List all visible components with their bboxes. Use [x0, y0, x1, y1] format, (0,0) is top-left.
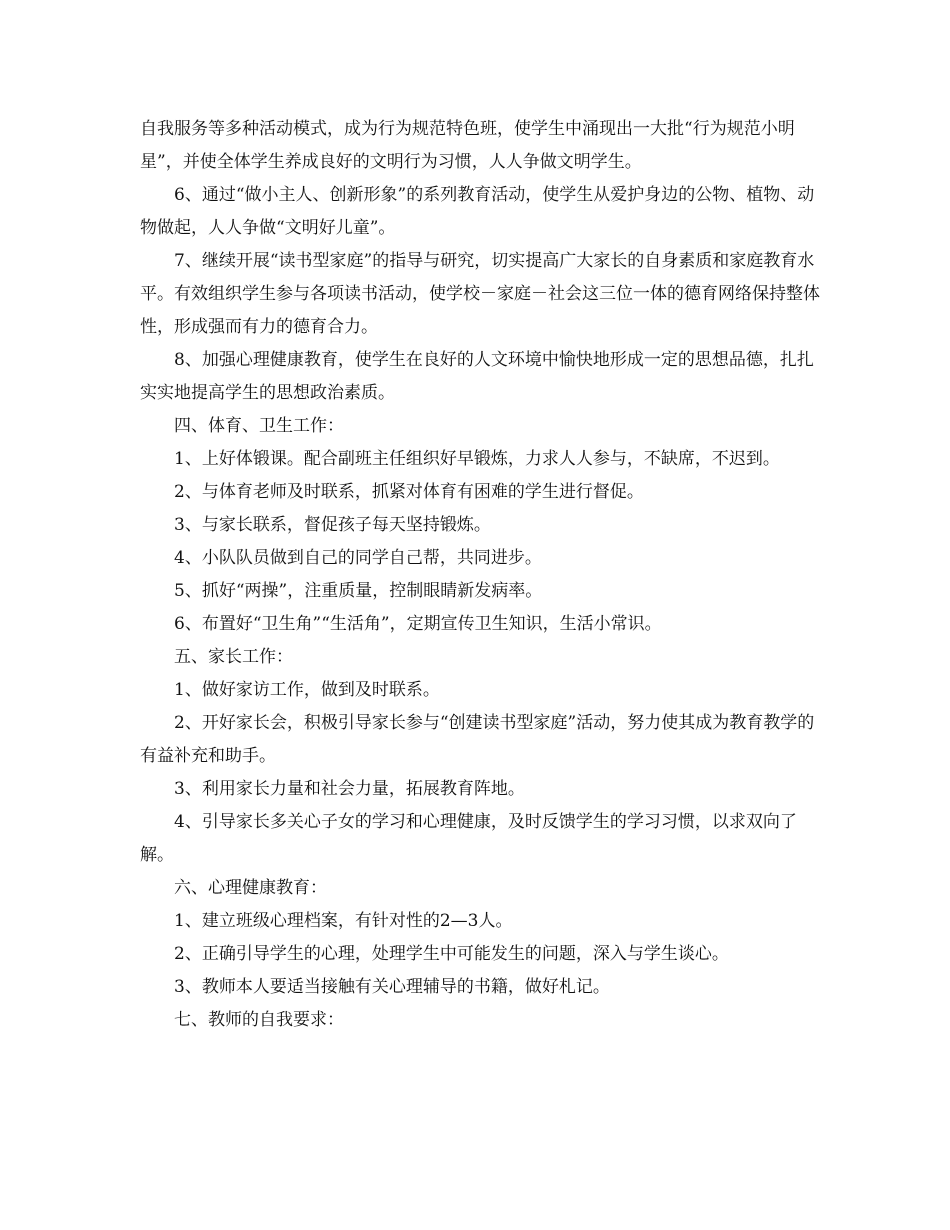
paragraph-8: 3、与家长联系，督促孩子每天坚持锻炼。 — [174, 515, 491, 535]
paragraph-13: 1、做好家访工作，做到及时联系。 — [174, 680, 440, 700]
paragraph-1: 自我服务等多种活动模式，成为行为规范特色班，使学生中涌现出一大批“行为规范小明星”，并使全体学生养成良好的文明行为习惯，人人争做文明学生。 — [140, 119, 795, 172]
section-heading-teacher-requirements: 七、教师的自我要求： — [174, 1010, 344, 1030]
paragraph-2: 6、通过“做小主人、创新形象”的系列教育活动，使学生从爱护身边的公物、植物、动物做起，人人争做“文明好儿童”。 — [140, 185, 815, 238]
paragraph-19: 2、正确引导学生的心理，处理学生中可能发生的问题，深入与学生谈心。 — [174, 944, 729, 964]
section-heading-parent-work: 五、家长工作： — [174, 647, 293, 667]
document-body — [140, 113, 830, 1037]
paragraph-15: 3、利用家长力量和社会力量，拓展教育阵地。 — [174, 779, 525, 799]
paragraph-9: 4、小队队员做到自己的同学自己帮，共同进步。 — [174, 548, 542, 568]
paragraph-16: 4、引导家长多关心子女的学习和心理健康，及时反馈学生的学习习惯，以求双向了解。 — [140, 812, 797, 865]
paragraph-6: 1、上好体锻课。配合副班主任组织好早锻炼，力求人人参与，不缺席，不迟到。 — [174, 449, 780, 469]
section-heading-mental-health: 六、心理健康教育： — [174, 878, 327, 898]
section-heading-sports-health: 四、体育、卫生工作： — [174, 416, 344, 436]
paragraph-11: 6、布置好“卫生角”“生活角”，定期宣传卫生知识，生活小常识。 — [174, 614, 662, 634]
paragraph-7: 2、与体育老师及时联系，抓紧对体育有困难的学生进行督促。 — [174, 482, 644, 502]
paragraph-10: 5、抓好“两操”，注重质量，控制眼睛新发病率。 — [174, 581, 543, 601]
paragraph-3: 7、继续开展“读书型家庭”的指导与研究，切实提高广大家长的自身素质和家庭教育水平。有效组织学生参与各项读书活动，使学校－家庭－社会这三位一体的德育网络保持整体性，形成强而有力的德育合力。 — [140, 251, 820, 337]
paragraph-20: 3、教师本人要适当接触有关心理辅导的书籍，做好札记。 — [174, 977, 610, 997]
paragraph-4: 8、加强心理健康教育，使学生在良好的人文环境中愉快地形成一定的思想品德，扎扎实实地提高学生的思想政治素质。 — [140, 350, 814, 403]
paragraph-18: 1、建立班级心理档案，有针对性的2—3人。 — [174, 911, 513, 931]
paragraph-14: 2、开好家长会，积极引导家长参与“创建读书型家庭”活动，努力使其成为教育教学的有益补充和助手。 — [140, 713, 815, 766]
